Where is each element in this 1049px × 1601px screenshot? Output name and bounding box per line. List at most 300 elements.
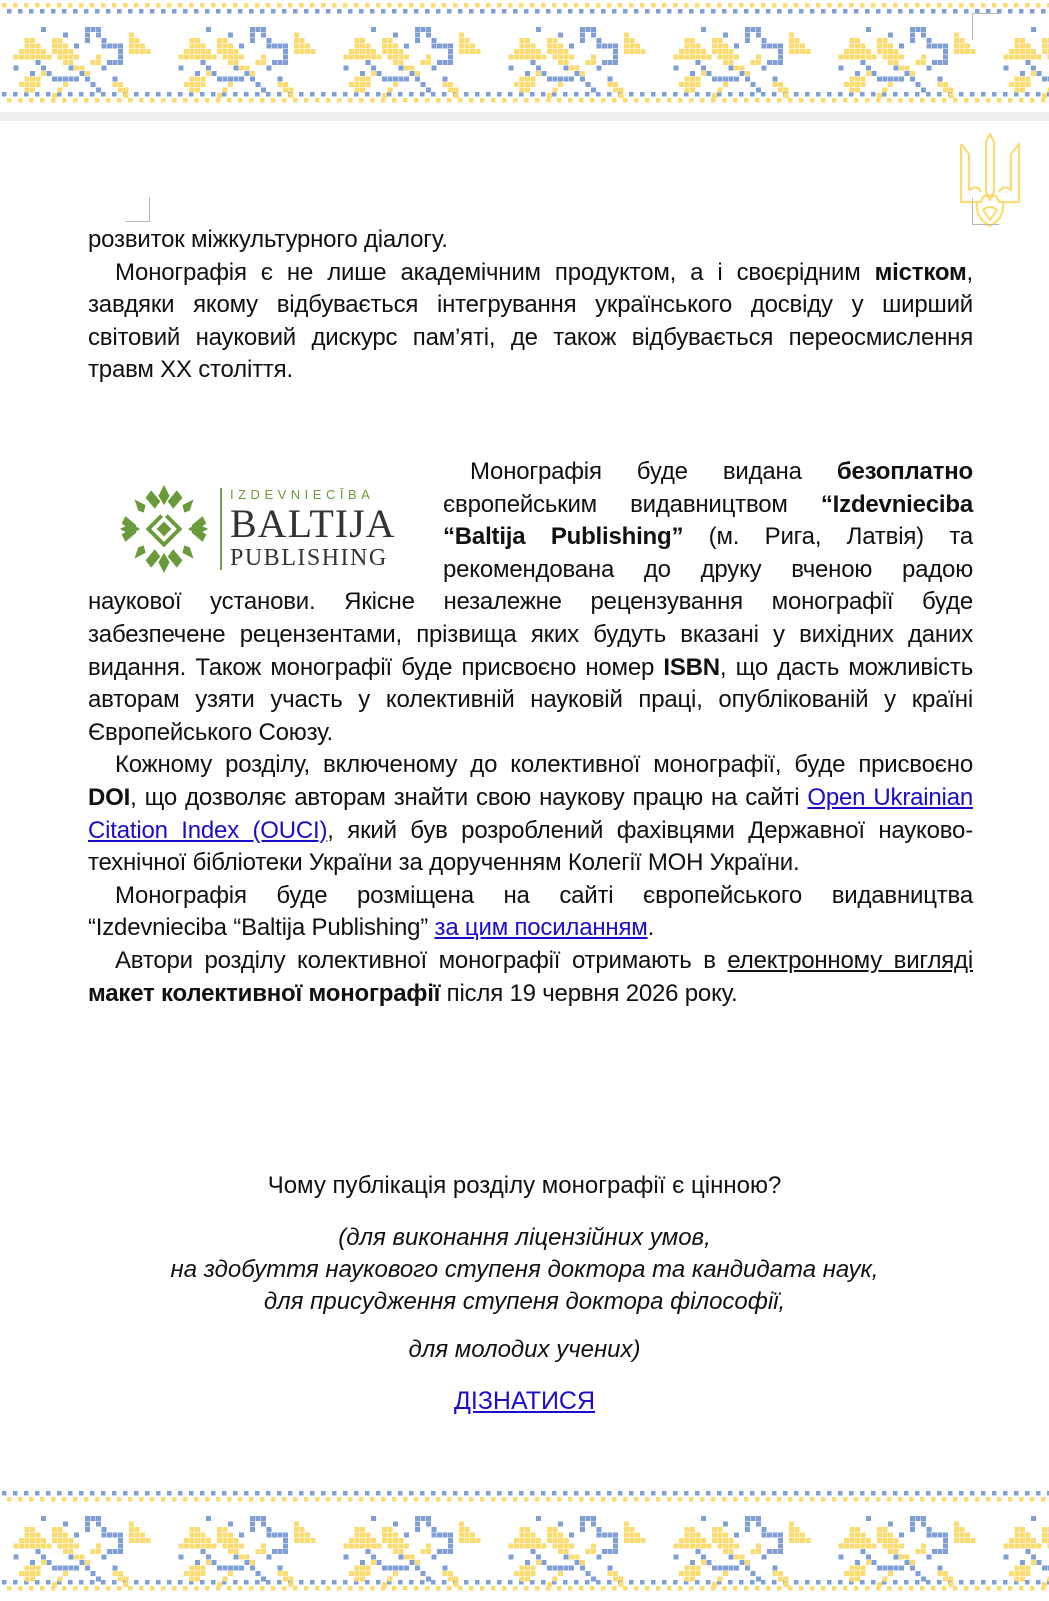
- stitch: [355, 1533, 360, 1538]
- stitch: [712, 1527, 717, 1532]
- stitch: [145, 3, 150, 8]
- stitch: [607, 1580, 612, 1585]
- stitch: [563, 3, 568, 8]
- stitch: [751, 82, 756, 87]
- stitch: [69, 60, 74, 65]
- stitch: [832, 98, 837, 103]
- stitch: [766, 98, 771, 103]
- stitch: [426, 55, 431, 60]
- stitch: [1041, 9, 1046, 14]
- stitch: [421, 60, 426, 65]
- stitch: [558, 44, 563, 49]
- stitch: [25, 1544, 30, 1549]
- stitch: [608, 1533, 613, 1538]
- stitch: [877, 38, 882, 43]
- stitch: [937, 92, 942, 97]
- stitch: [30, 1533, 35, 1538]
- stitch: [531, 1538, 536, 1543]
- stitch: [729, 1549, 734, 1554]
- stitch: [194, 1586, 199, 1591]
- stitch: [7, 1586, 12, 1591]
- stitch: [365, 92, 370, 97]
- stitch: [788, 9, 793, 14]
- stitch: [624, 49, 629, 54]
- stitch: [755, 1586, 760, 1591]
- stitch: [360, 71, 365, 76]
- stitch: [954, 44, 959, 49]
- stitch: [475, 92, 480, 97]
- stitch: [568, 98, 573, 103]
- stitch: [778, 1549, 783, 1554]
- stitch: [41, 49, 46, 54]
- stitch: [304, 9, 309, 14]
- stitch: [696, 1533, 701, 1538]
- stitch: [981, 3, 986, 8]
- stitch: [271, 98, 276, 103]
- stitch: [959, 1491, 964, 1496]
- stitch: [536, 1560, 541, 1565]
- stitch: [52, 1538, 57, 1543]
- stitch: [387, 92, 392, 97]
- stitch: [1036, 1580, 1041, 1585]
- stitch: [118, 88, 123, 93]
- underlined-term: електронному вигляді: [727, 946, 973, 974]
- stitch: [1019, 1497, 1024, 1502]
- stitch: [448, 1577, 453, 1582]
- publisher-site-link[interactable]: за цим посиланням: [434, 914, 648, 942]
- stitch: [541, 3, 546, 8]
- stitch: [536, 1544, 541, 1549]
- stitch: [491, 1497, 496, 1502]
- stitch: [564, 1544, 569, 1549]
- stitch: [282, 1586, 287, 1591]
- stitch: [18, 1497, 23, 1502]
- stitch: [420, 1580, 425, 1585]
- stitch: [745, 1516, 750, 1521]
- authors-paragraph: [88, 945, 973, 1010]
- stitch: [876, 1497, 881, 1502]
- stitch: [525, 1527, 530, 1532]
- reason-line: для присудження ступеня доктора філософії,: [263, 1288, 786, 1315]
- stitch: [201, 44, 206, 49]
- stitch: [861, 1566, 866, 1571]
- ouci-link[interactable]: Open Ukrainian Citation Index (OUCI): [88, 783, 973, 844]
- stitch: [321, 92, 326, 97]
- stitch: [63, 1549, 68, 1554]
- stitch: [871, 92, 876, 97]
- stitch: [827, 3, 832, 8]
- stitch: [283, 88, 288, 93]
- stitch: [520, 1527, 525, 1532]
- stitch: [212, 1560, 217, 1565]
- stitch: [283, 82, 288, 87]
- stitch: [778, 1538, 783, 1543]
- stitch: [271, 1586, 276, 1591]
- stitch: [343, 3, 348, 8]
- stitch: [52, 49, 57, 54]
- stitch: [145, 92, 150, 97]
- stitch: [447, 1497, 452, 1502]
- stitch: [806, 1538, 811, 1543]
- stitch: [454, 93, 459, 98]
- stitch: [19, 49, 24, 54]
- stitch: [113, 60, 118, 65]
- stitch: [63, 60, 68, 65]
- stitch: [667, 1497, 672, 1502]
- logo-line-1: IZDEVNIECĪBA: [230, 487, 375, 502]
- stitch: [348, 9, 353, 14]
- stitch: [58, 1527, 63, 1532]
- stitch: [975, 1497, 980, 1502]
- stitch: [564, 1555, 569, 1560]
- stitch: [382, 1533, 387, 1538]
- stitch: [927, 44, 932, 49]
- stitch: [365, 3, 370, 8]
- stitch: [24, 3, 29, 8]
- stitch: [640, 1491, 645, 1496]
- stitch: [184, 1544, 189, 1549]
- stitch: [888, 1538, 893, 1543]
- stitch: [1020, 1544, 1025, 1549]
- stitch: [696, 1549, 701, 1554]
- stitch: [459, 38, 464, 43]
- stitch: [41, 1538, 46, 1543]
- stitch: [79, 1491, 84, 1496]
- stitch: [590, 1497, 595, 1502]
- stitch: [744, 9, 749, 14]
- stitch: [717, 92, 722, 97]
- stitch: [227, 1586, 232, 1591]
- embroidery-border-top: [0, 0, 1049, 108]
- stitch: [745, 1566, 750, 1571]
- stitch: [194, 98, 199, 103]
- stitch: [778, 1577, 783, 1582]
- stitch: [431, 92, 436, 97]
- stitch: [183, 1497, 188, 1502]
- stitch: [326, 1586, 331, 1591]
- stitch: [711, 1497, 716, 1502]
- stitch: [415, 1560, 420, 1565]
- stitch: [861, 1571, 866, 1576]
- stitch: [371, 49, 376, 54]
- stitch: [564, 1566, 569, 1571]
- stitch: [355, 82, 360, 87]
- stitch: [932, 44, 937, 49]
- stitch: [73, 98, 78, 103]
- stitch: [547, 77, 552, 82]
- stitch: [723, 1538, 728, 1543]
- text-segment: Кожному розділу, включеному до колективної монографії, буде присвоєно: [115, 751, 973, 779]
- stitch: [195, 82, 200, 87]
- stitch: [965, 49, 970, 54]
- stitch: [894, 60, 899, 65]
- stitch: [190, 55, 195, 60]
- stitch: [63, 1538, 68, 1543]
- stitch: [909, 1586, 914, 1591]
- stitch: [564, 55, 569, 60]
- stitch: [349, 1571, 354, 1576]
- stitch: [855, 38, 860, 43]
- stitch: [750, 3, 755, 8]
- stitch: [178, 92, 183, 97]
- crop-mark: [125, 197, 150, 222]
- stitch: [784, 88, 789, 93]
- stitch: [696, 1571, 701, 1576]
- stitch: [618, 3, 623, 8]
- stitch: [399, 1538, 404, 1543]
- stitch: [509, 1555, 514, 1560]
- stitch: [161, 98, 166, 103]
- stitch: [409, 1491, 414, 1496]
- stitch: [206, 71, 211, 76]
- stitch: [13, 92, 18, 97]
- stitch: [355, 44, 360, 49]
- stitch: [69, 77, 74, 82]
- stitch: [525, 55, 530, 60]
- stitch: [392, 98, 397, 103]
- stitch: [597, 1555, 602, 1560]
- stitch: [645, 1586, 650, 1591]
- stitch: [41, 66, 46, 71]
- stitch: [58, 44, 63, 49]
- stitch: [102, 66, 107, 71]
- stitch: [448, 88, 453, 93]
- stitch: [332, 92, 337, 97]
- stitch: [904, 1491, 909, 1496]
- stitch: [403, 1586, 408, 1591]
- stitch: [228, 55, 233, 60]
- stitch: [278, 44, 283, 49]
- stitch: [689, 1586, 694, 1591]
- stitch: [844, 1538, 849, 1543]
- stitch: [921, 1549, 926, 1554]
- stitch: [84, 9, 89, 14]
- stitch: [634, 98, 639, 103]
- stitch: [685, 1571, 690, 1576]
- stitch: [821, 9, 826, 14]
- stitch: [915, 3, 920, 8]
- stitch: [74, 1533, 79, 1538]
- logo-wordmark: [230, 488, 396, 570]
- stitch: [36, 44, 41, 49]
- stitch: [343, 92, 348, 97]
- stitch: [899, 44, 904, 49]
- stitch: [239, 44, 244, 49]
- stitch: [128, 1586, 133, 1591]
- stitch: [778, 1544, 783, 1549]
- stitch: [899, 55, 904, 60]
- stitch: [206, 27, 211, 32]
- stitch: [382, 38, 387, 43]
- stitch: [799, 1586, 804, 1591]
- stitch: [360, 55, 365, 60]
- stitch: [41, 55, 46, 60]
- stitch: [25, 82, 30, 87]
- stitch: [564, 77, 569, 82]
- stitch: [30, 1544, 35, 1549]
- stitch: [778, 82, 783, 87]
- stitch: [844, 1571, 849, 1576]
- stitch: [800, 44, 805, 49]
- stitch: [513, 9, 518, 14]
- stitch: [421, 1571, 426, 1576]
- stitch: [443, 1566, 448, 1571]
- stitch: [74, 1544, 79, 1549]
- stitch: [300, 44, 305, 49]
- stitch: [443, 1549, 448, 1554]
- stitch: [563, 1491, 568, 1496]
- stitch: [756, 60, 761, 65]
- stitch: [420, 1491, 425, 1496]
- stitch: [261, 1544, 266, 1549]
- stitch: [580, 1560, 585, 1565]
- stitch: [580, 27, 585, 32]
- stitch: [1031, 55, 1036, 60]
- stitch: [52, 1566, 57, 1571]
- stitch: [751, 1516, 756, 1521]
- stitch: [777, 9, 782, 14]
- stitch: [69, 1566, 74, 1571]
- stitch: [135, 1527, 140, 1532]
- stitch: [580, 33, 585, 38]
- stitch: [266, 3, 271, 8]
- stitch: [574, 92, 579, 97]
- stitch: [238, 9, 243, 14]
- stitch: [112, 1580, 117, 1585]
- stitch: [90, 1491, 95, 1496]
- stitch: [942, 9, 947, 14]
- stitch: [458, 98, 463, 103]
- stitch: [14, 1555, 19, 1560]
- stitch: [894, 77, 899, 82]
- stitch: [788, 1586, 793, 1591]
- learn-more-link[interactable]: ДІЗНАТИСЯ: [453, 1387, 596, 1415]
- stitch: [201, 1544, 206, 1549]
- stitch: [118, 1549, 123, 1554]
- stitch: [19, 1544, 24, 1549]
- stitch: [90, 92, 95, 97]
- stitch: [910, 1566, 915, 1571]
- stitch: [899, 1533, 904, 1538]
- stitch: [355, 1538, 360, 1543]
- stitch: [761, 1580, 766, 1585]
- stitch: [321, 1580, 326, 1585]
- stitch: [459, 44, 464, 49]
- stitch: [128, 1497, 133, 1502]
- stitch: [696, 44, 701, 49]
- stitch: [238, 98, 243, 103]
- stitch: [965, 44, 970, 49]
- stitch: [843, 1497, 848, 1502]
- stitch: [448, 49, 453, 54]
- stitch: [740, 71, 745, 76]
- stitch: [1004, 66, 1009, 71]
- stitch: [888, 1566, 893, 1571]
- stitch: [355, 77, 360, 82]
- text-segment: Монографія буде розміщена на сайті європейського видавництва “Izdevnieciba “Baltija Publishing”: [88, 881, 973, 942]
- stitch: [557, 98, 562, 103]
- stitch: [35, 1491, 40, 1496]
- stitch: [239, 1566, 244, 1571]
- stitch: [888, 33, 893, 38]
- stitch: [304, 1586, 309, 1591]
- stitch: [855, 1577, 860, 1582]
- stitch: [525, 1544, 530, 1549]
- stitch: [366, 1538, 371, 1543]
- stitch: [887, 1586, 892, 1591]
- stitch: [1042, 77, 1047, 82]
- stitch: [91, 1549, 96, 1554]
- stitch: [762, 1555, 767, 1560]
- stitch: [36, 1549, 41, 1554]
- stitch: [228, 1533, 233, 1538]
- stitch: [388, 49, 393, 54]
- stitch: [685, 1566, 690, 1571]
- stitch: [915, 92, 920, 97]
- stitch: [52, 77, 57, 82]
- stitch: [608, 44, 613, 49]
- stitch: [1015, 1527, 1020, 1532]
- stitch: [751, 1549, 756, 1554]
- stitch: [217, 93, 222, 98]
- stitch: [69, 66, 74, 71]
- stitch: [612, 9, 617, 14]
- stitch: [135, 1538, 140, 1543]
- stitch: [305, 49, 310, 54]
- stitch: [69, 55, 74, 60]
- stitch: [239, 66, 244, 71]
- stitch: [261, 1577, 266, 1582]
- stitch: [112, 92, 117, 97]
- stitch: [872, 55, 877, 60]
- stitch: [740, 66, 745, 71]
- stitch: [558, 1538, 563, 1543]
- stitch: [514, 49, 519, 54]
- stitch: [563, 92, 568, 97]
- stitch: [954, 49, 959, 54]
- stitch: [795, 38, 800, 43]
- stitch: [96, 1516, 101, 1521]
- stitch: [591, 33, 596, 38]
- stitch: [36, 1544, 41, 1549]
- stitch: [250, 1560, 255, 1565]
- stitch: [937, 3, 942, 8]
- stitch: [866, 1516, 871, 1521]
- stitch: [421, 82, 426, 87]
- stitch: [942, 98, 947, 103]
- stitch: [542, 71, 547, 76]
- stitch: [586, 60, 591, 65]
- stitch: [574, 1491, 579, 1496]
- stitch: [310, 1580, 315, 1585]
- stitch: [531, 55, 536, 60]
- stitch: [228, 1571, 233, 1576]
- stitch: [734, 1566, 739, 1571]
- stitch: [283, 1544, 288, 1549]
- stitch: [536, 1538, 541, 1543]
- stitch: [530, 3, 535, 8]
- stitch: [311, 1538, 316, 1543]
- stitch: [278, 1571, 283, 1576]
- stitch: [843, 98, 848, 103]
- stitch: [448, 1533, 453, 1538]
- stitch: [195, 1533, 200, 1538]
- stitch: [80, 1555, 85, 1560]
- stitch: [29, 98, 34, 103]
- stitch: [190, 82, 195, 87]
- stitch: [211, 92, 216, 97]
- stitch: [1030, 98, 1035, 103]
